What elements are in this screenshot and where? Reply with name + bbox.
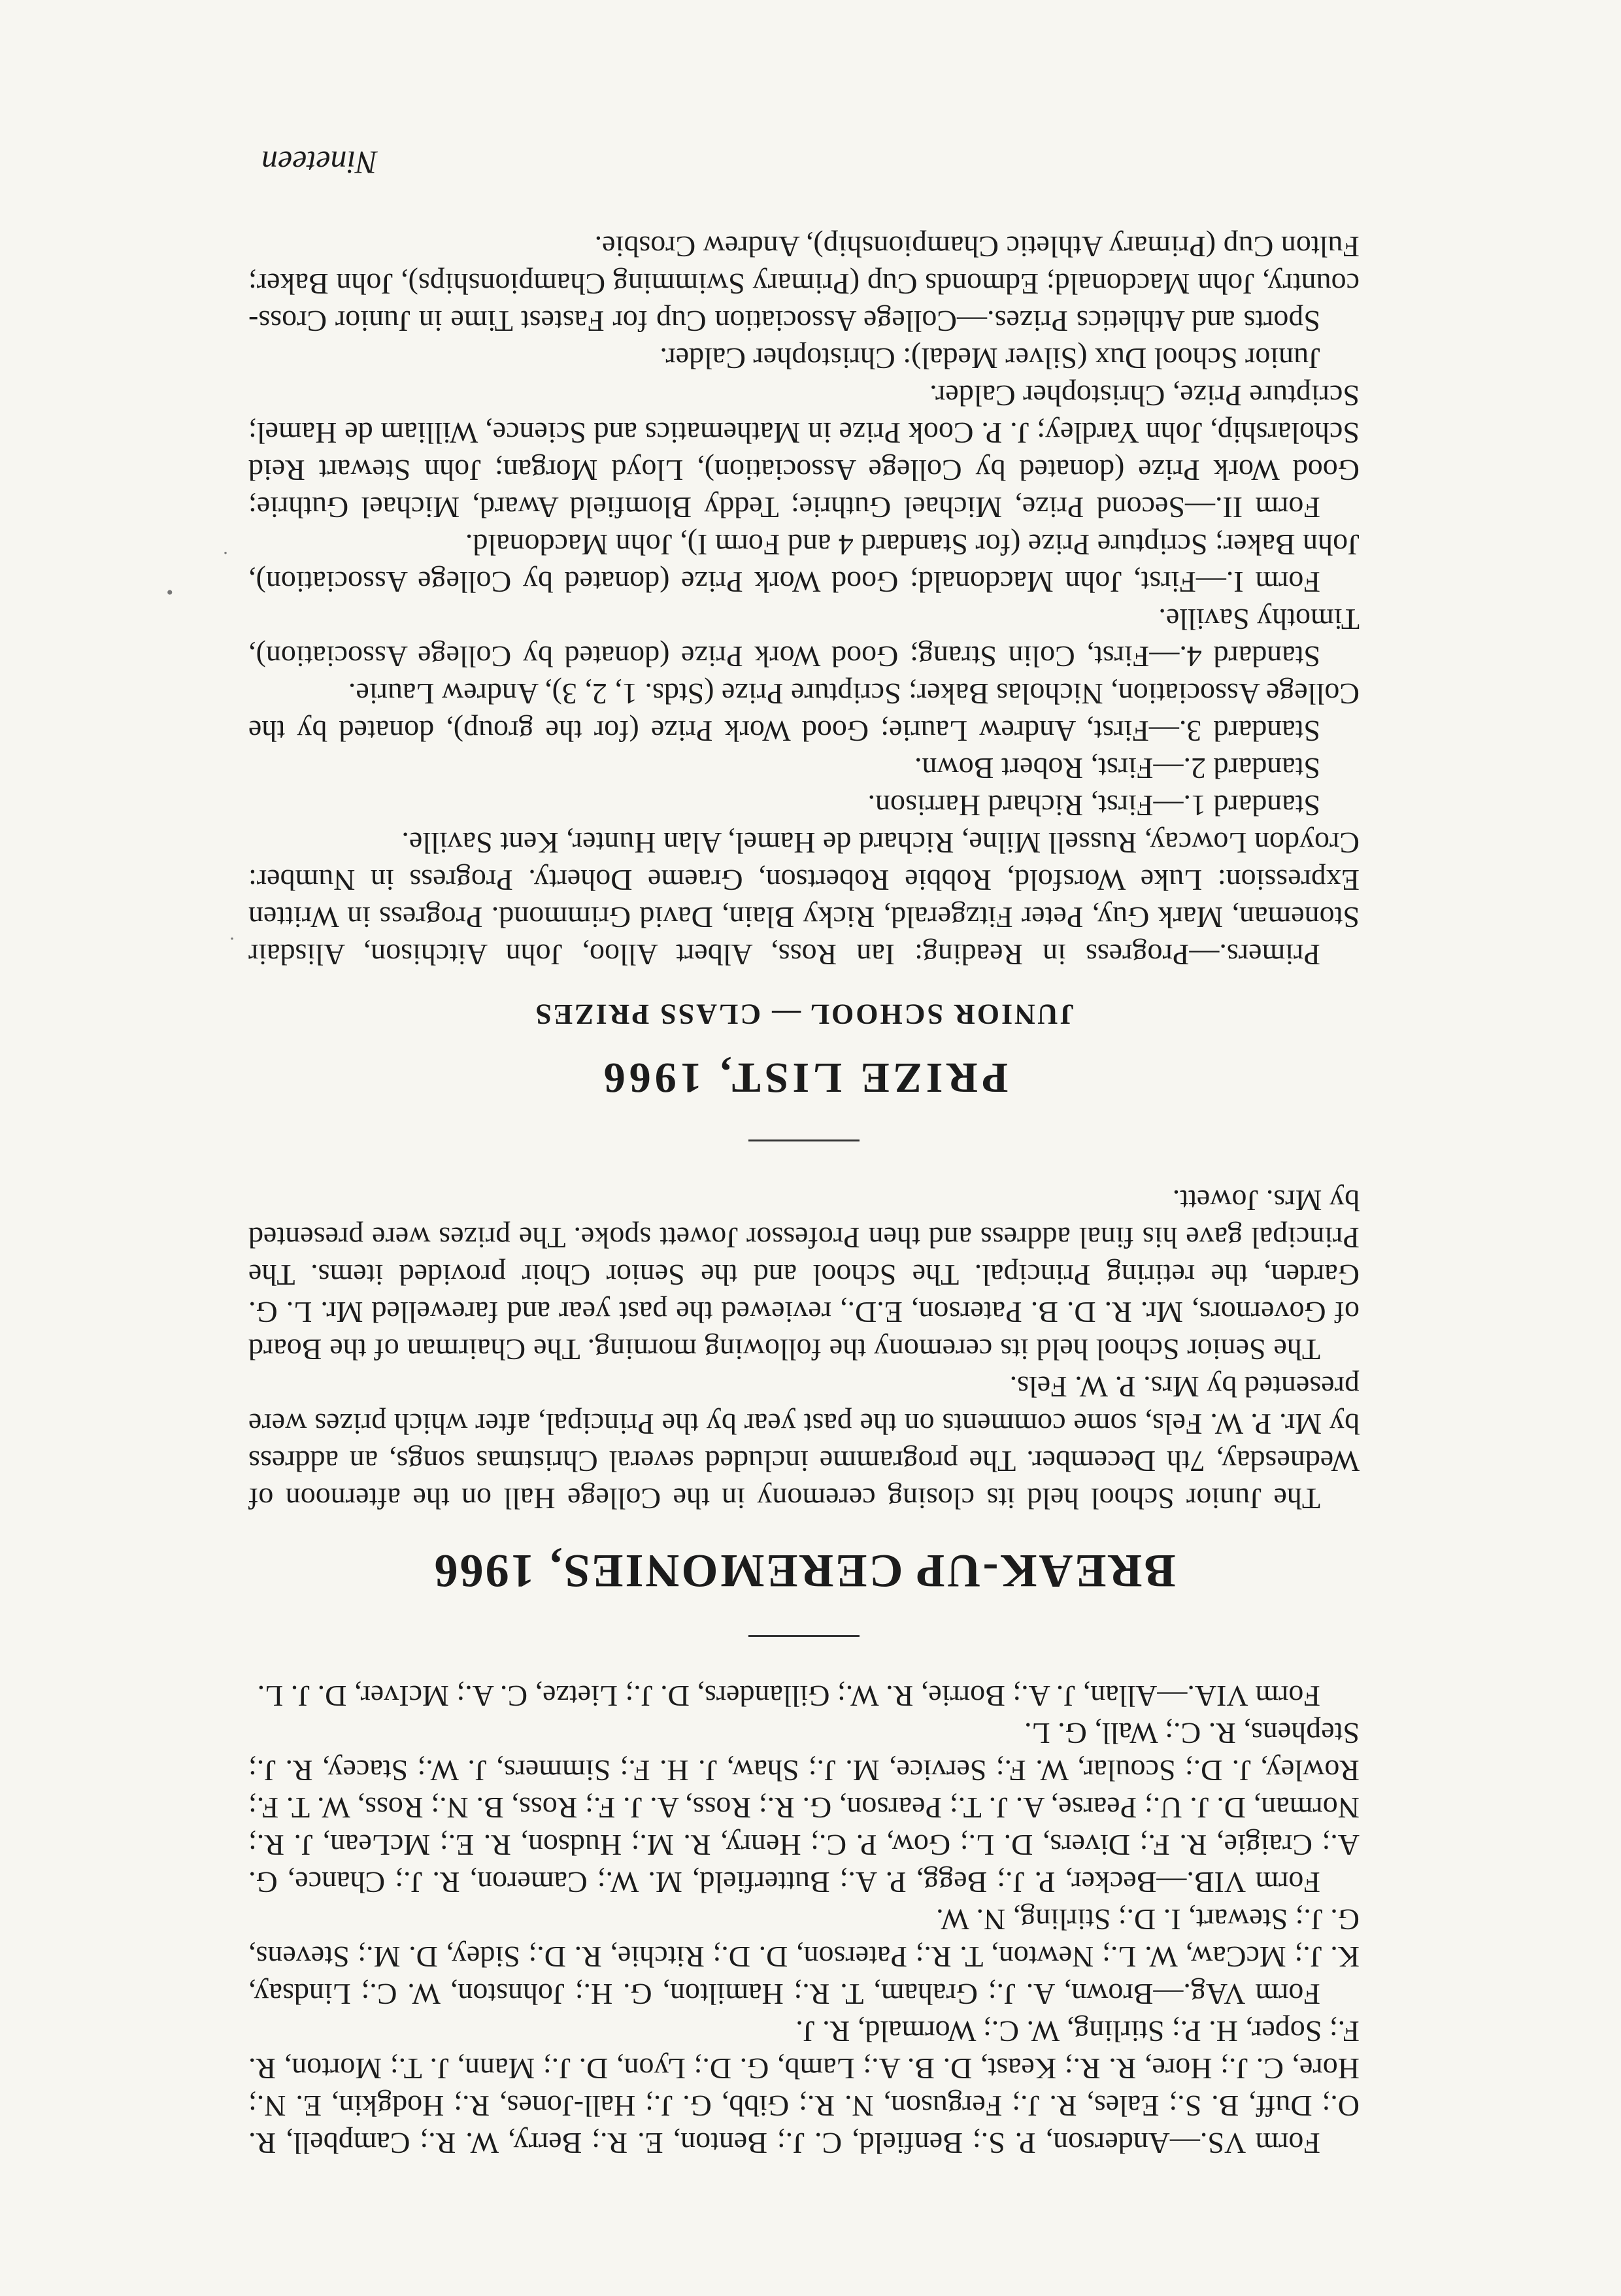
prize-list-title: PRIZE LIST, 1966	[599, 1054, 1009, 1102]
prize-sports-athletics: Sports and Athletics Prizes.—College Association Cup for Fastest Time in Junior Cross-country, John Macdonald; Edmonds Cup (Primary Swimming Championships), John Baker; Fulton Cup (Primary Athletic Championship), Andrew Crosbie.	[248, 230, 1360, 338]
break-up-title: BREAK-UP CEREMONIES, 1966	[432, 1545, 1176, 1597]
prize-standard-1: Standard 1.—First, Richard Harrison.	[867, 789, 1320, 822]
prize-standard-3: Standard 3.—First, Andrew Laurie; Good Work Prize (for the group), donated by the College Association, Nicholas Baker; Scripture Prize (Stds. 1, 2, 3), Andrew Laurie.	[248, 677, 1360, 748]
form-list-vs: Form VS.—Anderson, P. S.; Benfield, C. J.; Benton, E. R.; Berry, W. R.; Campbell, R. O.; Duff, B. S.; Eales, R. J.; Ferguson, N. R.; Gibb, G. J.; Hall-Jones, R.; Hodgkin, E. N.; Hore, C. J.; Hore, R. R.; Keast, D. B. A.; Lamb, G. D.; Lyon, D. J.; Mann, J. T.; Morton, R. F.; Soper, H. P.; Stirling, W. C.; Wormald, R. J.	[248, 2015, 1360, 2160]
section-divider	[748, 1140, 860, 1141]
junior-ceremony-paragraph: The Junior School held its closing ceremony in the College Hall on the afternoon of Wednesday, 7th December. The programme included several Christmas songs, an address by Mr. P. W. Fels, some comments on the past year by the Principal, after which prizes were presented by Mrs. P. W. Fels.	[248, 1370, 1360, 1515]
scan-speck: •	[166, 581, 173, 603]
prize-form-2: Form II.—Second Prize, Michael Guthrie; Teddy Blomfield Award, Michael Guthrie; Good Work Prize (donated by College Association), Lloyd Morgan; John Stewart Reid Scholarship, John Yardley; J. P. Cook Prize in Mathematics and Science, William de Hamel; Scripture Prize, Christopher Calder.	[248, 379, 1360, 524]
page-content	[248, 143, 1360, 2162]
prize-standard-4: Standard 4.—First, Colin Strang; Good Work Prize (donated by College Association), Timothy Saville.	[248, 603, 1360, 673]
senior-ceremony-paragraph: The Senior School held its ceremony the following morning. The Chairman of the Board of Governors, Mr. R. D. B. Paterson, E.D., reviewed the past year and farewelled Mr. L. G. Garden, the retiring Principal. The School and the Senior Choir provided items. The Principal gave his final address and then Professor Jowett spoke. The prizes were presented by Mrs. Jowett.	[248, 1184, 1360, 1366]
prize-standard-2: Standard 2.—First, Robert Bown.	[914, 752, 1320, 785]
page-number: Nineteen	[261, 144, 378, 181]
section-divider	[748, 1635, 860, 1637]
scan-speck: ·	[222, 542, 229, 564]
prize-list-subtitle: JUNIOR SCHOOL — CLASS PRIZES	[533, 998, 1075, 1030]
form-list-via: Form VIA.—Allan, J. A.; Borrie, R. W.; Gillanders, D. J.; Lietze, C. A.; McIver, D. J. L.	[257, 1680, 1320, 1713]
form-list-vib: Form VIB.—Becker, P. J.; Begg, P. A.; Butterfield, M. W.; Cameron, R. J.; Chance, G. A.; Craigie, R. F.; Divers, D. L.; Gow, P. C.; Henry, R. M.; Hudson, R. E.; McLean, J. R.; Norman, D. J. U.; Pearse, A. J. T.; Pearson, G. R.; Ross, A. J. F.; Ross, B. N.; Ross, W. T. F.; Rowley, J. D.; Scoular, W. F.; Service, M. J.; Shaw, J. H. F.; Simmers, J. W.; Stacey, R. J.; Stephens, R. C.; Wall, G. L.	[248, 1717, 1360, 1899]
prize-form-1: Form I.—First, John Macdonald; Good Work Prize (donated by College Association), John Baker; Scripture Prize (for Standard 4 and Form I), John Macdonald.	[248, 528, 1360, 599]
form-list-vag: Form VAg.—Brown, A. J.; Graham, T. R.; Hamilton, G. H.; Johnston, W. C.; Lindsay, K. J.; McCaw, W. L.; Newton, T. R.; Paterson, D. D.; Ritchie, R. D.; Sidey, D. M.; Stevens, G. J.; Stewart, I. D.; Stirling, N. W.	[248, 1903, 1360, 2011]
prize-primers: Primers.—Progress in Reading: Ian Ross, Albert Alloo, John Aitchison, Alisdair Stoneman, Mark Guy, Peter Fitzgerald, Ricky Blain, David Grimmond. Progress in Written Expression: Luke Worsfold, Robbie Robertson, Graeme Doherty. Progress in Number: Croydon Lowcay, Russell Milne, Richard de Hamel, Alan Hunter, Kent Saville.	[248, 826, 1360, 971]
prize-junior-dux: Junior School Dux (Silver Medal): Christopher Calder.	[660, 342, 1320, 375]
scan-speck: ·	[229, 928, 235, 949]
